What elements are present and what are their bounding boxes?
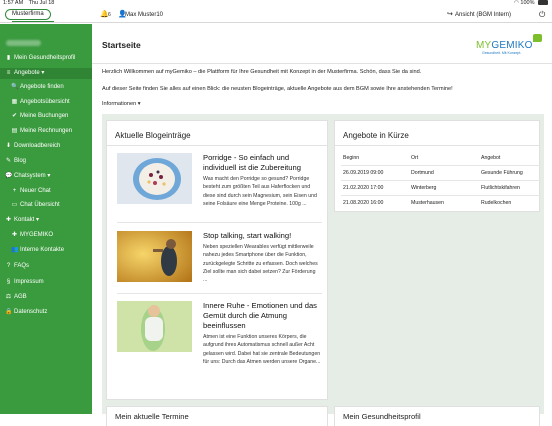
sidebar-item-label: AGB [14, 294, 27, 300]
column-header: Angebot [481, 155, 501, 161]
health-profile-card-title: Mein Gesundheitsprofil [343, 412, 421, 421]
sidebar-item[interactable] [0, 261, 92, 272]
sidebar-item-icon: ⚖ [5, 294, 12, 300]
page-title: Startseite [102, 40, 141, 50]
appointments-card-title: Mein aktuelle Termine [115, 412, 189, 421]
blog-card [106, 120, 328, 400]
sidebar-item[interactable] [0, 111, 92, 122]
blog-post-excerpt: Atmen ist eine Funktion unseres Körpers, die aufgrund ihres Automatismus schnell außer Acht gelassen wird. Dabei hat sie zentrale Bedeutungen für uns: Durch das Atmen werden unsere Organe... [203, 334, 321, 365]
sidebar-item-label: Downloadbereich [14, 143, 61, 149]
sidebar-item[interactable] [0, 141, 92, 152]
sidebar-item[interactable] [0, 126, 92, 137]
blog-post-title[interactable]: Innere Ruhe - Emotionen und das Gemüt durch die Atmung beeinflussen [203, 301, 317, 330]
sidebar-item-icon: ✚ [5, 217, 12, 223]
top-header [0, 7, 552, 23]
status-time: 1:57 AM [3, 0, 24, 6]
sidebar-item-icon: § [6, 279, 11, 285]
sidebar-item-label: Angebote finden [20, 84, 64, 90]
sidebar-item-label: Angebotsübersicht [20, 99, 70, 105]
sidebar-item-label: Meine Rechnungen [20, 128, 73, 134]
sidebar-item-icon: 🔒 [5, 309, 13, 315]
sidebar-item-label: Meine Buchungen [20, 113, 69, 119]
sidebar-item[interactable] [0, 215, 92, 226]
sidebar-item[interactable] [0, 277, 92, 288]
user-icon[interactable]: 👤 [118, 11, 127, 18]
sidebar-item-icon: ≡ [6, 70, 11, 76]
sidebar-item-label: Mein Gesundheitsprofil [14, 55, 76, 61]
sidebar-item[interactable] [0, 97, 92, 108]
blog-post-title[interactable]: Porridge - So einfach und individuell ist die Zubereitung [203, 153, 301, 172]
page-header [92, 24, 552, 64]
sidebar-item-icon: ▤ [11, 128, 18, 134]
sidebar-item[interactable] [0, 68, 92, 79]
sidebar-item-icon: ? [6, 263, 11, 269]
sidebar-item[interactable] [0, 245, 92, 256]
sidebar-item-label: Datenschutz [14, 309, 48, 315]
sidebar-item-label: Neuer Chat [20, 188, 51, 194]
status-date: Thu Jul 18 [28, 0, 55, 6]
porridge-image[interactable] [117, 153, 192, 204]
sidebar-item-icon: ✔ [11, 113, 18, 119]
view-switch[interactable]: Ansicht (BGM Intern) [455, 12, 512, 18]
blog-post-title[interactable]: Stop talking, start walking! [203, 231, 292, 240]
sidebar-item-label: Interne Kontakte [20, 247, 65, 253]
overview-text: Auf dieser Seite finden Sie alles auf einen Blick: die neusten Blogeinträge, aktuelle Angebote aus dem BGM sowie Ihre anstehenden Termine! [102, 86, 453, 92]
dashboard-area [102, 114, 544, 421]
blog-card-title: Aktuelle Blogeinträge [115, 131, 191, 140]
sidebar-item-label: Chatsystem ▾ [14, 173, 51, 179]
sidebar-item-icon: ▭ [11, 202, 18, 208]
sidebar-item-icon: 🔍 [11, 84, 19, 90]
appointments-card [106, 406, 328, 426]
sidebar-item-label: Chat Übersicht [20, 202, 60, 208]
table-row[interactable]: 21.08.2020 16:00 Musterhausen Rudelkochen [343, 200, 512, 206]
sidebar-item-label: MYGEMIKO [20, 232, 54, 238]
sidebar-item-icon: ▦ [11, 99, 18, 105]
status-bar [0, 0, 552, 7]
battery-percent: 100% [520, 0, 535, 6]
notification-count: 6 [108, 12, 111, 18]
sidebar-blurred-label [6, 40, 41, 46]
column-header: Ort [411, 155, 419, 161]
table-header-row [341, 151, 541, 166]
sidebar-item[interactable] [0, 292, 92, 303]
company-brand[interactable]: Musterfirma [5, 9, 51, 20]
logo-mark-icon [533, 34, 542, 42]
column-header: Beginn [343, 155, 360, 161]
bell-icon[interactable]: 🔔 [100, 11, 109, 18]
sidebar-item[interactable] [0, 200, 92, 211]
sidebar-item-icon: 👥 [11, 247, 19, 253]
brand-underline [12, 21, 54, 22]
table-row[interactable]: 26.09.2019 09:00 Dortmund Gesunde Führung [341, 166, 541, 181]
user-name[interactable]: Max Muster10 [125, 12, 164, 18]
sidebar-item-icon: + [12, 188, 17, 194]
information-toggle[interactable]: Informationen ▾ [102, 101, 141, 107]
sidebar [0, 24, 92, 414]
sidebar-item-label: FAQs [14, 263, 30, 269]
blog-post-excerpt: Neben speziellen Wearables verfügt mittlerweile nahezu jedes Smartphone über die Funktion, zurückgelegte Schritte zu erfassen. Doch welches Ziel sollte man sich dabei setzen? Zur Förderung ... [203, 244, 318, 284]
table-row[interactable]: 21.02.2020 17:00 Winterberg Flutlichtskifahren [341, 181, 541, 196]
walking-image[interactable] [117, 231, 192, 282]
battery-icon [538, 0, 548, 5]
sidebar-item-label: Impressum [14, 279, 44, 285]
logout-icon[interactable]: ⏻ [539, 10, 546, 19]
offers-card-title: Angebote in Kürze [343, 131, 409, 140]
main-content [92, 24, 552, 421]
sidebar-item-icon: ✚ [11, 232, 18, 238]
sidebar-item-label: Blog [14, 158, 27, 164]
sidebar-item[interactable] [0, 171, 92, 182]
sidebar-item-icon: 💬 [5, 173, 13, 179]
wifi-icon: ◠ [514, 0, 519, 6]
sidebar-item-icon: ✎ [5, 158, 12, 164]
sidebar-item-label: Kontakt ▾ [14, 217, 40, 223]
sidebar-item[interactable] [0, 156, 92, 167]
sidebar-item[interactable] [0, 307, 92, 318]
sidebar-item[interactable] [0, 186, 92, 197]
offers-card [334, 120, 540, 212]
sidebar-item[interactable] [0, 230, 92, 241]
health-profile-card [334, 406, 540, 426]
breathing-image[interactable] [117, 301, 192, 352]
sidebar-item[interactable] [0, 53, 92, 64]
share-icon[interactable]: ↪ [447, 11, 453, 18]
mygemiko-logo: MYGEMIKO Gesundheit. Mit Konzept. [476, 34, 546, 56]
sidebar-item[interactable] [0, 82, 92, 93]
sidebar-item-icon: ▮ [6, 55, 11, 61]
logo-subtitle: Gesundheit. Mit Konzept. [482, 51, 522, 55]
blog-post-excerpt: Was macht den Porridge so gesund? Porridge besteht zum größten Teil aus Haferflocken und diese sind durch sein Magnesium, sein Eisen und seine Folsäure eine Menge Proteine. 100g ... [203, 176, 317, 207]
sidebar-item-icon: ⬇ [5, 143, 12, 149]
sidebar-item-label: Angebote ▾ [14, 70, 45, 76]
welcome-text: Herzlich Willkommen auf myGemiko – die Plattform für Ihre Gesundheit mit Konzept in der Musterfirma. Schön, dass Sie da sind. [102, 69, 422, 75]
